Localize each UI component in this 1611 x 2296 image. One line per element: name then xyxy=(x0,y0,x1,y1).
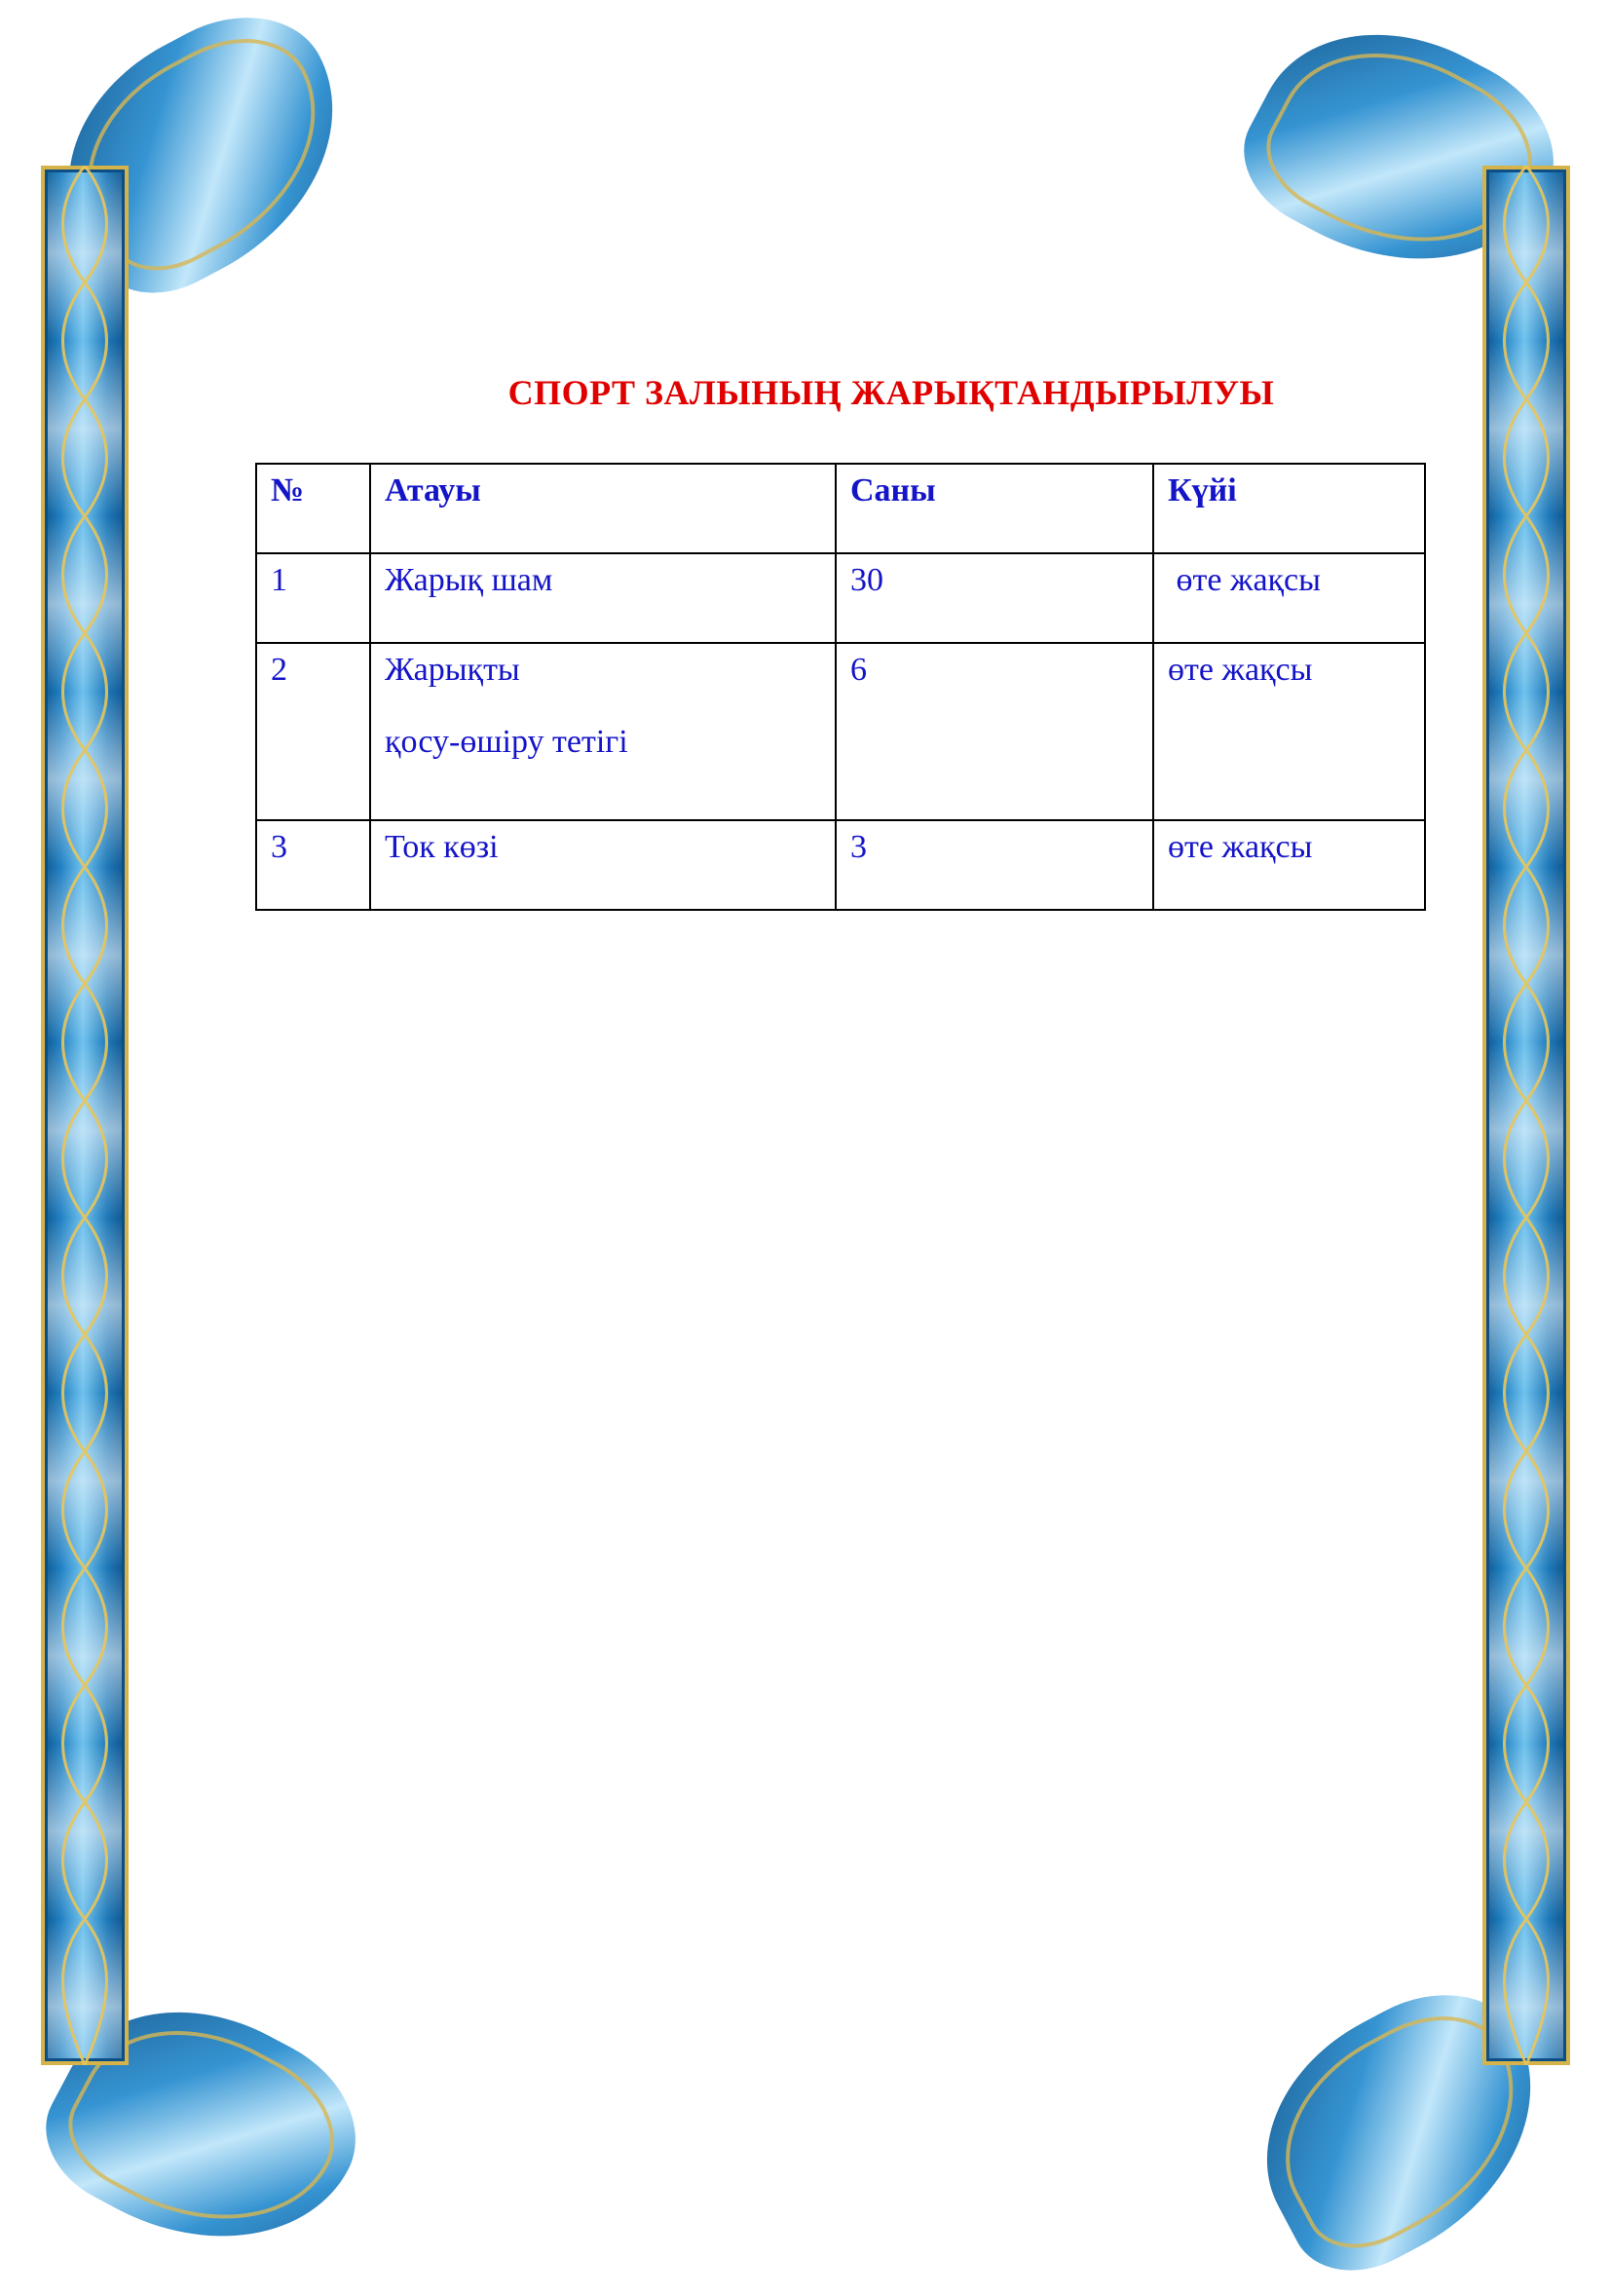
cell-name-line: Жарық шам xyxy=(385,562,553,598)
cell-name xyxy=(370,553,836,643)
cell-name xyxy=(370,820,836,910)
table-row xyxy=(256,553,1425,643)
header-number: № xyxy=(256,464,370,553)
cell-state: өте жақсы xyxy=(1153,553,1425,643)
cell-count: 3 xyxy=(836,820,1153,910)
table-header-row xyxy=(256,464,1425,553)
lighting-table xyxy=(255,463,1426,911)
cell-number: 2 xyxy=(256,643,370,820)
cell-name xyxy=(370,643,836,820)
header-state: Күйі xyxy=(1153,464,1425,553)
cell-state: өте жақсы xyxy=(1153,643,1425,820)
table-row xyxy=(256,820,1425,910)
cell-name-line: қосу-өшіру тетігі xyxy=(385,724,628,760)
header-count: Саны xyxy=(836,464,1153,553)
page-title: СПОРТ ЗАЛЫНЫҢ ЖАРЫҚТАНДЫРЫЛУЫ xyxy=(507,373,1275,412)
cell-name-line: Жарықты xyxy=(385,652,520,688)
cell-count: 30 xyxy=(836,553,1153,643)
ornament-ribbon-left-icon xyxy=(41,166,129,2065)
cell-number: 1 xyxy=(256,553,370,643)
cell-count: 6 xyxy=(836,643,1153,820)
cell-name-line: Ток көзі xyxy=(385,829,499,865)
ornament-ribbon-right-icon xyxy=(1482,166,1570,2065)
table-row xyxy=(256,643,1425,820)
header-name: Атауы xyxy=(370,464,836,553)
cell-state: өте жақсы xyxy=(1153,820,1425,910)
cell-number: 3 xyxy=(256,820,370,910)
